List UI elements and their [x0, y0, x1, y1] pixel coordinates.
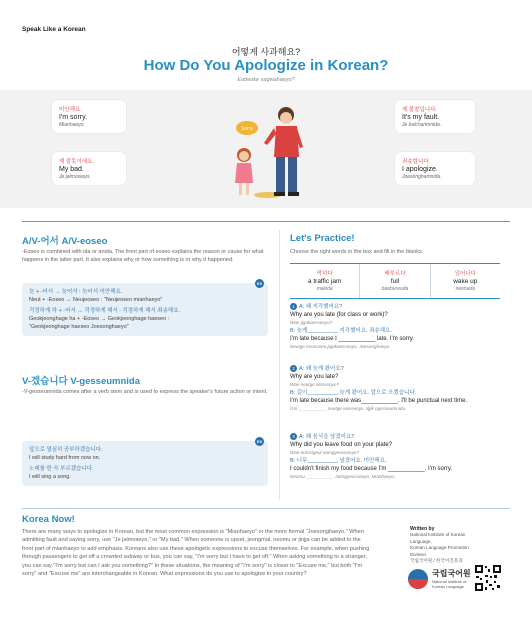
question-english: Why are you late? — [290, 374, 339, 380]
example-badge: EX — [256, 439, 263, 444]
example-line: 노래를 한 곡 부르겠습니다. — [29, 466, 94, 472]
practice-question-2 — [290, 365, 508, 413]
logo-english: Korean Language — [432, 584, 464, 589]
example-line: I will study hard from now on. — [29, 455, 101, 461]
answer-romanization: Neomu ___________ namgyeosseoyo. Mianhaeyo. — [290, 474, 396, 479]
speech-bubble-apologize — [395, 152, 475, 185]
credit-line: Korean Language Promotion Division — [410, 545, 469, 557]
bubble-korean: 제 불찰입니다. — [402, 107, 437, 113]
example-badge: EX — [256, 281, 263, 286]
answer-english: I couldn't finish my food because I'm ___________. I'm sorry. — [290, 466, 453, 472]
example-line: 늦 + -어서 → 늦어서 : 늦어서 미안해요. — [29, 289, 123, 295]
question-number: 2 — [290, 365, 297, 372]
word-english: wake up — [453, 278, 478, 285]
answer-korean: B: 길이__________ 늦게 왔어요. 앞으로 오겠습니다. — [290, 390, 417, 396]
answer-romanization: Giri ___________ neutge wasseoyo. Iljjik ogesseumnida. — [290, 406, 407, 411]
girl-figure — [235, 148, 253, 195]
credit-line: National Institute of Korean Language, — [410, 532, 466, 544]
bubble-romanization: Je jalmosieyo. — [59, 174, 91, 180]
word-romanization: makida — [316, 286, 333, 292]
word-romanization: ireonada — [455, 286, 476, 292]
grammar1-example-box — [22, 283, 268, 336]
word-option — [290, 264, 359, 298]
bubble-english: My bad. — [59, 166, 84, 173]
example-line: Neut + -Eoseo → Neujeoseo : "Neujeoseo mianhaeyo" — [29, 297, 163, 303]
grammar1-heading: A/V-어서 A/V-eoseo — [22, 236, 108, 247]
question-number: 3 — [290, 433, 297, 440]
apology-illustration — [220, 95, 320, 205]
answer-english: I'm late because I ___________ late. I'm sorry. — [290, 336, 414, 342]
example-line: I will sing a song. — [29, 474, 71, 480]
logo-korean: 국립국어원 — [432, 569, 471, 578]
section-divider-bottom — [22, 508, 510, 509]
bubble-romanization: Je bulcharimnida. — [402, 122, 442, 128]
word-box — [290, 263, 500, 299]
page-title: How Do You Apologize in Korean? — [143, 57, 389, 74]
grammar1-description: -Eoseo is combined with ida or anida. The front part of eoseo explains the reason or cause for what happens in the latter part. It also explains why or how something is or why it happened. — [22, 249, 264, 263]
word-korean: 일어나다 — [454, 271, 476, 277]
bubble-english: It's my fault. — [402, 114, 440, 121]
series-label: Speak Like a Korean — [22, 26, 86, 33]
korea-now-body: There are many ways to apologize in Korean, but the most common expression is "Mianhaeyo" or the more formal "Joesonghaeyo." When admitting fault and saying sorry, use "Je jalmoseyo," or "My bad." When someone is upset, jeongmal, neomu or jinjja can be added to the front part of mianhaeyo to add emphasis. Koreans also use these apologetic expressions to excuse themselves. For example, when pushing through passengers to get off a crowded subway or bus, you can say, "I'm sorry but I have to get off." When asking something to a stranger, you can say "I'm sorry but can I ask you something?" In these situations, the meaning of "I'm sorry" is closer to "Excuse me," but both "I'm sorry" and "Excuse me" are interchangeable in Korean. What expressions do you use to apologize in your country? — [22, 529, 370, 578]
question-prompt — [290, 365, 508, 373]
word-english: full — [390, 278, 400, 285]
practice-heading: Let's Practice! — [290, 233, 355, 244]
question-romanization: Wae eumsigeul namgyeosseoyo? — [290, 450, 359, 455]
bubble-romanization: Joesonghamnida. — [402, 174, 442, 180]
example-line: "Geokjeonghage haeseo Joesonghaeyo" — [29, 324, 129, 330]
example-line: 걱정하게 하 + -어서 → 걱정하게 해서 : 걱정하게 해서 죄송해요. — [29, 308, 181, 314]
title-romanization: Eotteoke sagwahaeyo? — [237, 77, 295, 83]
institute-emblem-icon — [408, 569, 428, 589]
word-option — [430, 264, 500, 298]
practice-instructions: Choose the right words in the box and fill in the blanks. — [290, 249, 424, 255]
speech-bubble-my-fault — [395, 100, 475, 133]
question-english: Why did you leave food on your plate? — [290, 442, 393, 448]
section-divider — [22, 221, 510, 222]
question-english: Why are you late (for class or work)? — [290, 312, 388, 318]
example-line: 앞으로 열심히 공부하겠습니다. — [29, 447, 103, 453]
question-romanization: Wae neutge wasseoyo? — [290, 382, 339, 387]
institute-logo — [408, 568, 471, 589]
question-number: 1 — [290, 303, 297, 310]
answer-korean: B: 너무__________ 남겼어요. 미안해요. — [290, 458, 387, 464]
word-korean: 막히다 — [316, 271, 333, 277]
practice-question-3 — [290, 433, 508, 481]
answer-english: I'm late because there was___________. I'll be punctual next time. — [290, 398, 468, 404]
logo-english: National Institute of — [432, 579, 467, 584]
question-prompt — [290, 303, 508, 311]
question-korean: A: 왜 늦게 왔어요? — [299, 366, 344, 372]
word-english: a traffic jam — [307, 278, 342, 285]
written-by-label: Written by — [410, 526, 435, 532]
speech-bubble-im-sorry — [52, 100, 126, 133]
word-korean: 배부르다 — [384, 271, 406, 277]
grammar2-description: -V-gesseumnida comes after a verb stem and is used to express the speaker's future action or intent. — [22, 389, 268, 395]
question-korean: A: 왜 음식을 남겼어요? — [299, 434, 355, 440]
bubble-korean: 미안해요. — [59, 107, 82, 113]
bubble-romanization: Mianhaeyo. — [59, 122, 85, 128]
bubble-korean: 죄송합니다. — [402, 159, 431, 165]
credit-line: 국립국어원 / 한국어진흥과 — [410, 558, 463, 563]
grammar2-heading: V-겠습니다 V-gesseumnida — [22, 376, 141, 387]
bubble-english: I apologize. — [402, 166, 438, 173]
grammar2-example-box — [22, 441, 268, 486]
title-korean: 어떻게 사과해요? — [231, 47, 301, 57]
bubble-korean: 제 잘못이에요. — [59, 159, 94, 165]
word-option — [359, 264, 429, 298]
korea-now-heading: Korea Now! — [22, 514, 75, 525]
bubble-english: I'm sorry. — [59, 114, 88, 121]
column-divider — [279, 230, 280, 500]
question-prompt — [290, 433, 508, 441]
speech-bubble-my-bad — [52, 152, 126, 185]
question-korean: A: 왜 지각했어요? — [299, 304, 343, 310]
word-romanization: baebureuda — [381, 286, 409, 292]
man-figure — [264, 107, 303, 196]
practice-question-1 — [290, 303, 508, 351]
question-romanization: Wae jigakaesseoyo? — [290, 320, 333, 325]
example-line: Geokjeonghage ha + -Eoseo → Geokjeonghage haeseo : — [29, 316, 170, 322]
logo-text — [432, 568, 471, 589]
qr-code-icon — [474, 564, 502, 592]
answer-romanization: Neutge ireonaseo jigakaesseoyo. Joesonghaeyo. — [290, 344, 391, 349]
sign-text: Sorry — [241, 126, 253, 132]
credits — [410, 526, 482, 565]
sorry-sign — [236, 121, 258, 135]
answer-korean: B: 늦게__________ 지각했어요. 죄송해요. — [290, 328, 392, 334]
